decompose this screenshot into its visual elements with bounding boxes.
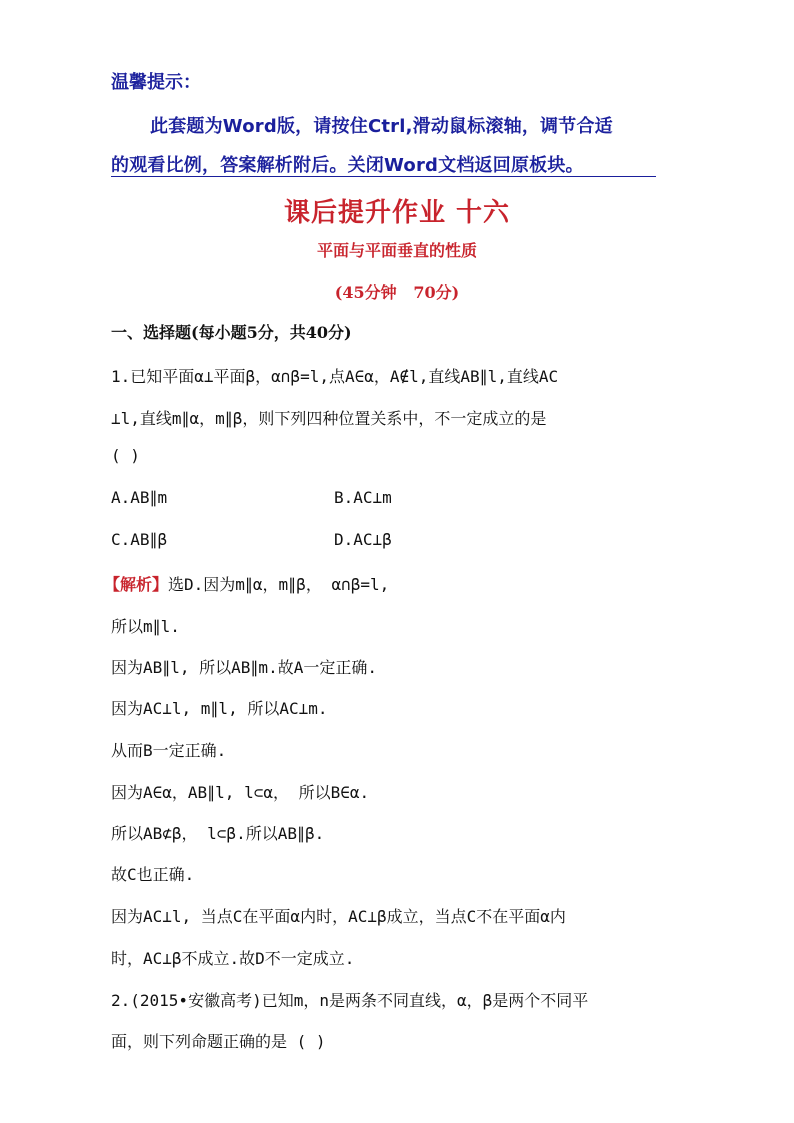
tip-line-1: 此套题为Word版，请按住Ctrl,滑动鼠标滚轴，调节合适 [150, 116, 613, 137]
question-1-line-1: 1.已知平面α⊥平面β，α∩β=l,点A∈α，A∉l,直线AB∥l,直线AC [111, 367, 559, 386]
question-2-line-1: 2.(2015•安徽高考)已知m，n是两条不同直线，α，β是两个不同平 [111, 991, 589, 1010]
question-1-line-3: ( ) [111, 446, 140, 465]
tip-underline [111, 176, 656, 177]
section-heading: 一、选择题(每小题5分，共40分) [111, 323, 352, 342]
analysis-line-8: 故C也正确. [111, 865, 195, 884]
page-title: 课后提升作业 十六 [283, 198, 511, 228]
option-b: B.AC⊥m [334, 488, 392, 507]
option-c: C.AB∥β [111, 530, 168, 549]
analysis-line-1 [104, 572, 389, 595]
analysis-tag: 【解析】 [104, 575, 169, 594]
analysis-line-4: 因为AC⊥l, m∥l, 所以AC⊥m. [111, 699, 328, 718]
analysis-line-3: 因为AB∥l, 所以AB∥m.故A一定正确. [111, 658, 377, 677]
question-2-line-2: 面，则下列命题正确的是 ( ) [111, 1032, 326, 1051]
analysis-line-7: 所以AB⊄β， l⊂β.所以AB∥β. [111, 824, 325, 843]
option-a: A.AB∥m [111, 488, 168, 507]
analysis-text-1: 选D.因为m∥α，m∥β， α∩β=l, [168, 575, 390, 594]
tip-title: 温馨提示： [111, 72, 201, 93]
analysis-line-10: 时，AC⊥β不成立.故D不一定成立. [111, 949, 355, 968]
analysis-line-9: 因为AC⊥l, 当点C在平面α内时，AC⊥β成立，当点C不在平面α内 [111, 907, 566, 926]
time-score-line: (45分钟 70分) [334, 283, 460, 302]
analysis-line-2: 所以m∥l. [111, 617, 180, 636]
tip-line-2: 的观看比例，答案解析附后。关闭Word文档返回原板块。 [111, 155, 584, 176]
page-subtitle: 平面与平面垂直的性质 [316, 241, 477, 260]
analysis-line-6: 因为A∈α，AB∥l, l⊂α， 所以B∈α. [111, 783, 370, 802]
question-1-line-2: ⊥l,直线m∥α，m∥β，则下列四种位置关系中，不一定成立的是 [111, 409, 547, 428]
analysis-line-5: 从而B一定正确. [111, 741, 227, 760]
option-d: D.AC⊥β [334, 530, 392, 549]
